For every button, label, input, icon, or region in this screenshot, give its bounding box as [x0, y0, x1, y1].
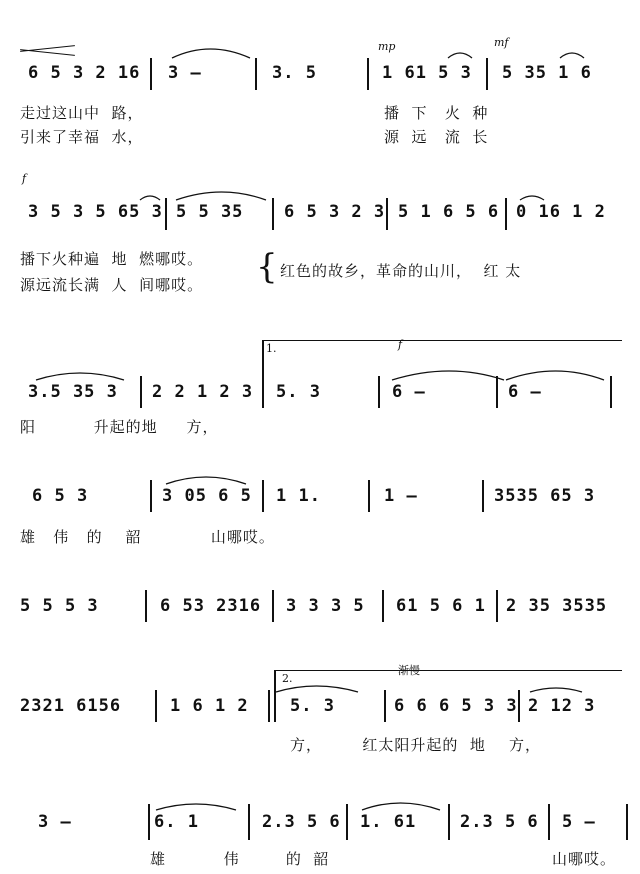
- lyric-line-1b: 播 下 火 种: [384, 104, 489, 122]
- slur-arc: [166, 477, 246, 484]
- measure-notes: 3 5 3 5 65 3: [28, 202, 163, 222]
- slur-arc: [176, 192, 266, 200]
- measure-notes: 2 12 3: [528, 696, 596, 716]
- lyric-line-1: 雄 伟 的 韶 山哪哎。: [20, 528, 275, 546]
- measure-notes: 3. 5: [272, 63, 317, 83]
- measure-notes: 5. 3: [276, 382, 321, 402]
- measure-notes: 5 35 1 6: [502, 63, 592, 83]
- measure-notes: 6 53 2316: [160, 596, 262, 616]
- measure-notes: 5 –: [562, 812, 596, 832]
- measure-notes: 6 6 6 5 3 3: [394, 696, 518, 716]
- measure-notes: 2.3 5 6: [460, 812, 539, 832]
- lyric-line-2b: 源 远 流 长: [384, 128, 489, 146]
- measure-notes: 3535 65 3: [494, 486, 596, 506]
- measure-notes: 1. 61: [360, 812, 417, 832]
- measure-notes: 2 2 1 2 3: [152, 382, 254, 402]
- dynamic-mf: mf: [494, 36, 509, 49]
- measure-notes: 61 5 6 1: [396, 596, 486, 616]
- measure-notes: 1 6 1 2: [170, 696, 249, 716]
- measure-notes: 0 16 1 2: [516, 202, 606, 222]
- lyric-line-1: 播下火种遍 地 燃哪哎。: [20, 250, 204, 268]
- brace: {: [256, 247, 278, 287]
- measure-notes: 1 61 5 3: [382, 63, 472, 83]
- slur-arc: [560, 53, 584, 58]
- measure-notes: 6 5 3 2 3: [284, 202, 386, 222]
- lyric-line-1: 雄 伟 的 韶: [150, 850, 330, 868]
- tie-arc: [172, 49, 250, 58]
- lyric-refrain: 红色的故乡，革命的山川， 红 太: [280, 262, 522, 280]
- measure-notes: 5 1 6 5 6: [398, 202, 500, 222]
- measure-notes: 2 35 3535: [506, 596, 608, 616]
- lyric-line-1: 方， 红太阳升起的 地 方，: [290, 736, 541, 754]
- tie-arc: [276, 686, 358, 692]
- measure-notes: 3 05 6 5: [162, 486, 252, 506]
- measure-notes: 3 –: [38, 812, 72, 832]
- measure-notes: 5. 3: [290, 696, 335, 716]
- lyric-line-2: 引来了幸福 水，: [20, 128, 144, 146]
- volta-number: 1.: [266, 342, 277, 355]
- tie-arc: [156, 804, 236, 810]
- tempo-mark: 渐慢: [398, 664, 420, 677]
- lyric-line-2: 源远流长满 人 间哪哎。: [20, 276, 204, 294]
- dynamic-f: f: [22, 172, 27, 185]
- measure-notes: 6 –: [392, 382, 426, 402]
- slur-arc: [36, 373, 124, 380]
- tie-arc: [506, 371, 604, 380]
- lyric-line-1b: 山哪哎。: [552, 850, 617, 868]
- measure-notes: 3 –: [168, 63, 202, 83]
- measure-notes: 3 3 3 5: [286, 596, 365, 616]
- measure-notes: 6 5 3: [32, 486, 89, 506]
- dynamic-mp: mp: [378, 40, 396, 53]
- measure-notes: 3.5 35 3: [28, 382, 118, 402]
- slur-arc: [448, 53, 472, 58]
- lyric-line-1: 阳 升起的地 方，: [20, 418, 219, 436]
- volta-number: 2.: [282, 672, 293, 685]
- measure-notes: 5 5 35: [176, 202, 244, 222]
- measure-notes: 6 5 3 2 16: [28, 63, 141, 83]
- lyric-line-1: 走过这山中 路，: [20, 104, 144, 122]
- measure-notes: 6. 1: [154, 812, 199, 832]
- tie-arc: [362, 803, 440, 810]
- measure-notes: 2321 6156: [20, 696, 122, 716]
- dynamic-f: f: [398, 338, 403, 351]
- measure-notes: 1 1.: [276, 486, 321, 506]
- slur-arc: [530, 688, 582, 692]
- tie-arc: [392, 371, 504, 380]
- slur-arc: [520, 196, 544, 200]
- measure-notes: 1 –: [384, 486, 418, 506]
- slur-arc: [140, 196, 160, 200]
- measure-notes: 5 5 5 3: [20, 596, 99, 616]
- measure-notes: 6 –: [508, 382, 542, 402]
- measure-notes: 2.3 5 6: [262, 812, 341, 832]
